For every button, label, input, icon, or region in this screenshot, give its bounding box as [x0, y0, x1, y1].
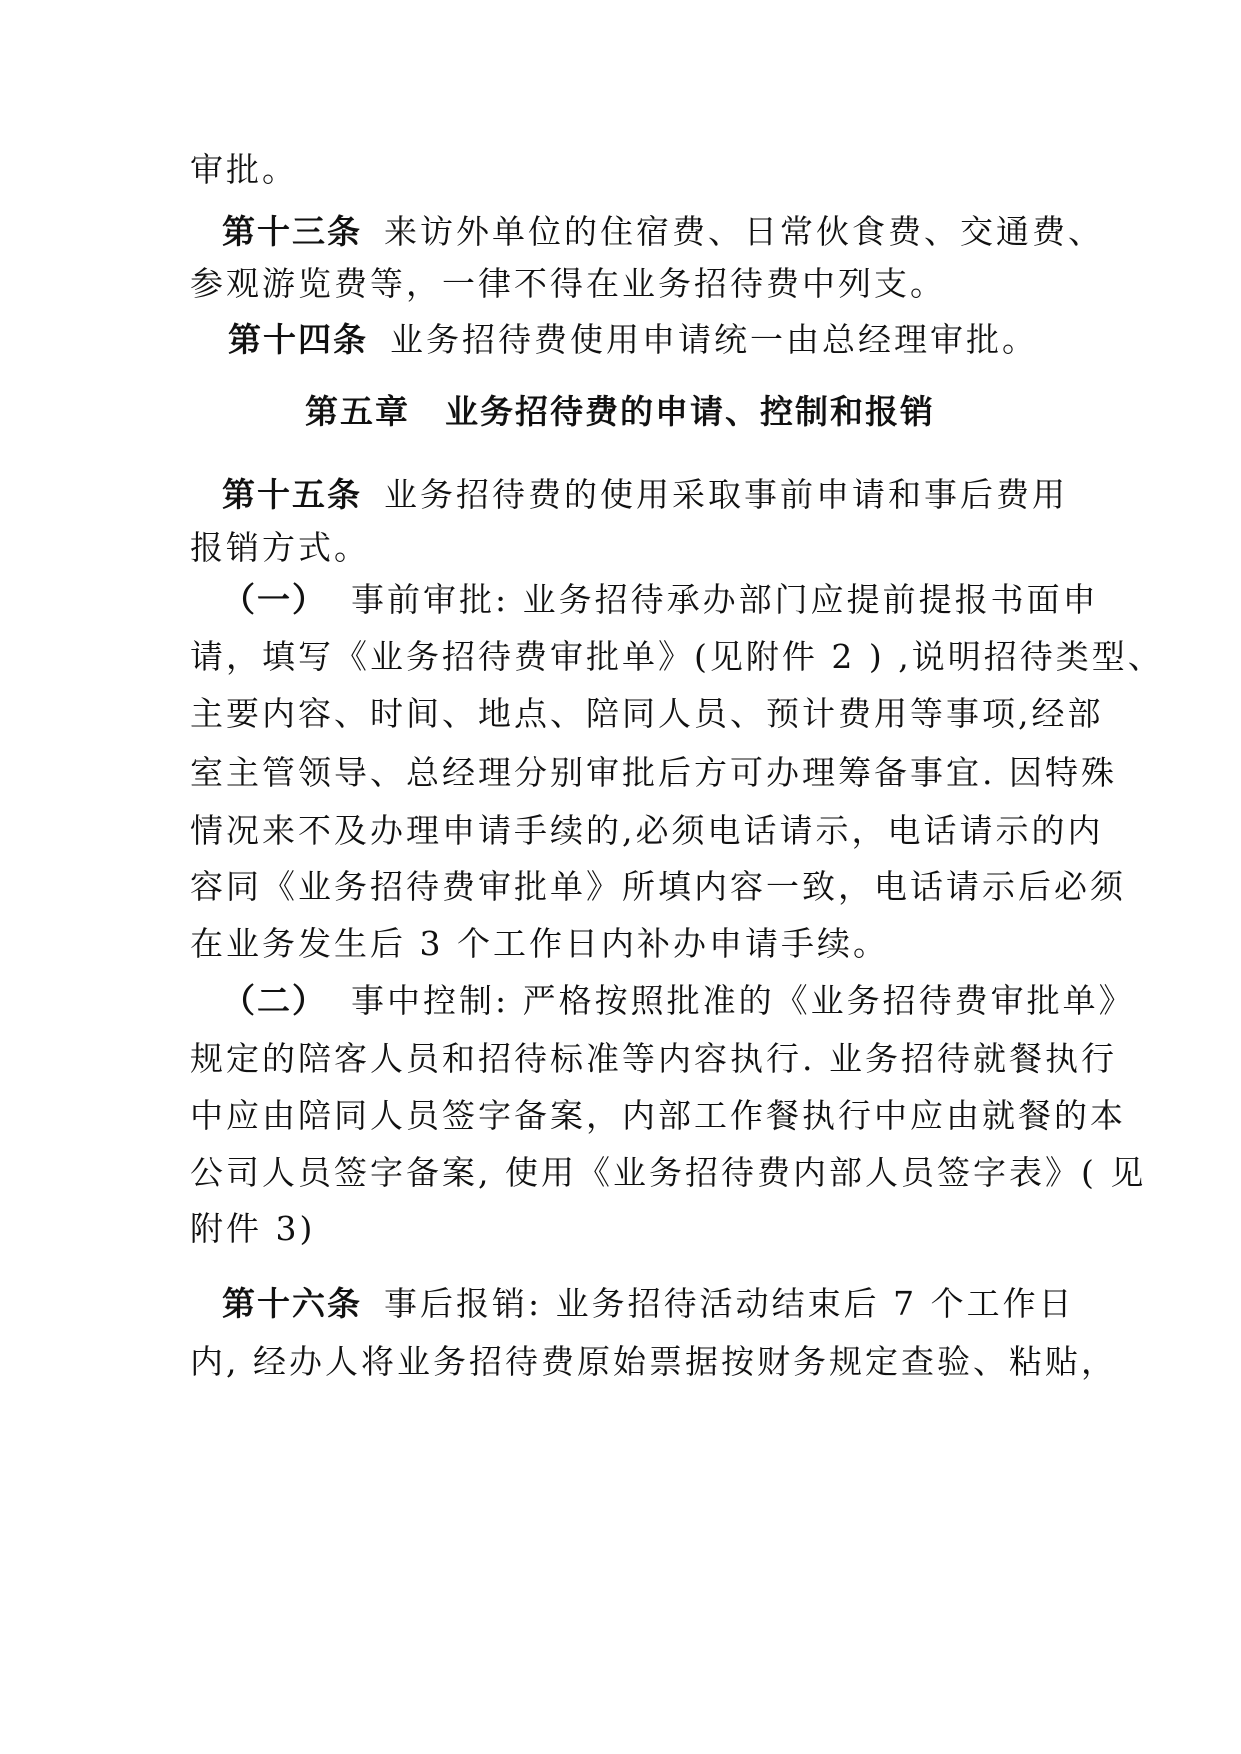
paragraph-line: [190, 150, 1050, 190]
line-text: 报销方式。: [190, 528, 370, 567]
paragraph-line: [190, 264, 1050, 304]
paragraph-line: [190, 924, 1050, 964]
paragraph-line: [190, 1209, 1050, 1249]
item-2-line: [222, 981, 1135, 1021]
article-16-line: [222, 1284, 1075, 1324]
line-text: 来访外单位的住宿费、日常伙食费、交通费、: [384, 212, 1104, 251]
paragraph-line: [190, 811, 1104, 851]
line-text: 请，填写《业务招待费审批单》(见附件 2 ) ,说明招待类型、: [190, 637, 1164, 676]
article-label: 第十六条: [222, 1284, 362, 1323]
item-label: （一）: [222, 580, 327, 619]
line-text: 事后报销: 业务招待活动结束后 7 个工作日: [384, 1284, 1075, 1323]
item-1-line: [222, 580, 1099, 620]
line-text: 事前审批: 业务招待承办部门应提前提报书面申: [351, 580, 1099, 619]
chapter-heading: 第五章 业务招待费的申请、控制和报销: [305, 392, 935, 431]
paragraph-line: [190, 1039, 1117, 1079]
paragraph-line: [190, 753, 1117, 793]
paragraph-line: [190, 1153, 1147, 1193]
line-text: 主要内容、时间、地点、陪同人员、预计费用等事项,经部: [190, 694, 1104, 733]
line-text: 容同《业务招待费审批单》所填内容一致，电话请示后必须: [190, 867, 1126, 906]
line-text: 参观游览费等，一律不得在业务招待费中列支。: [190, 264, 946, 303]
paragraph-line: [190, 637, 1164, 677]
article-label: 第十五条: [222, 475, 362, 514]
line-text: 内, 经办人将业务招待费原始票据按财务规定查验、粘贴，: [190, 1342, 1117, 1381]
line-text: 中应由陪同人员签字备案，内部工作餐执行中应由就餐的本: [190, 1096, 1126, 1135]
line-text: 室主管领导、总经理分别审批后方可办理筹备事宜. 因特殊: [190, 753, 1117, 792]
line-text: 规定的陪客人员和招待标准等内容执行. 业务招待就餐执行: [190, 1039, 1117, 1078]
paragraph-line: [190, 1096, 1126, 1136]
article-13-line: [222, 212, 1104, 252]
article-label: 第十四条: [228, 320, 368, 359]
line-text: 在业务发生后 3 个工作日内补办申请手续。: [190, 924, 889, 963]
item-label: （二）: [222, 981, 327, 1020]
line-text: 附件 3): [190, 1209, 316, 1248]
line-text: 业务招待费使用申请统一由总经理审批。: [390, 320, 1038, 359]
article-14-line: [228, 320, 1050, 360]
line-text: 事中控制: 严格按照批准的《业务招待费审批单》: [351, 981, 1135, 1020]
paragraph-line: [190, 694, 1104, 734]
line-text: 情况来不及办理申请手续的,必须电话请示，电话请示的内: [190, 811, 1104, 850]
article-label: 第十三条: [222, 212, 362, 251]
line-text: 公司人员签字备案, 使用《业务招待费内部人员签字表》( 见: [190, 1153, 1147, 1192]
paragraph-line: [190, 1342, 1117, 1382]
paragraph-line: [190, 867, 1126, 907]
line-text: 审批。: [190, 150, 298, 189]
paragraph-line: [190, 528, 1050, 568]
article-15-line: [222, 475, 1068, 515]
line-text: 业务招待费的使用采取事前申请和事后费用: [384, 475, 1068, 514]
